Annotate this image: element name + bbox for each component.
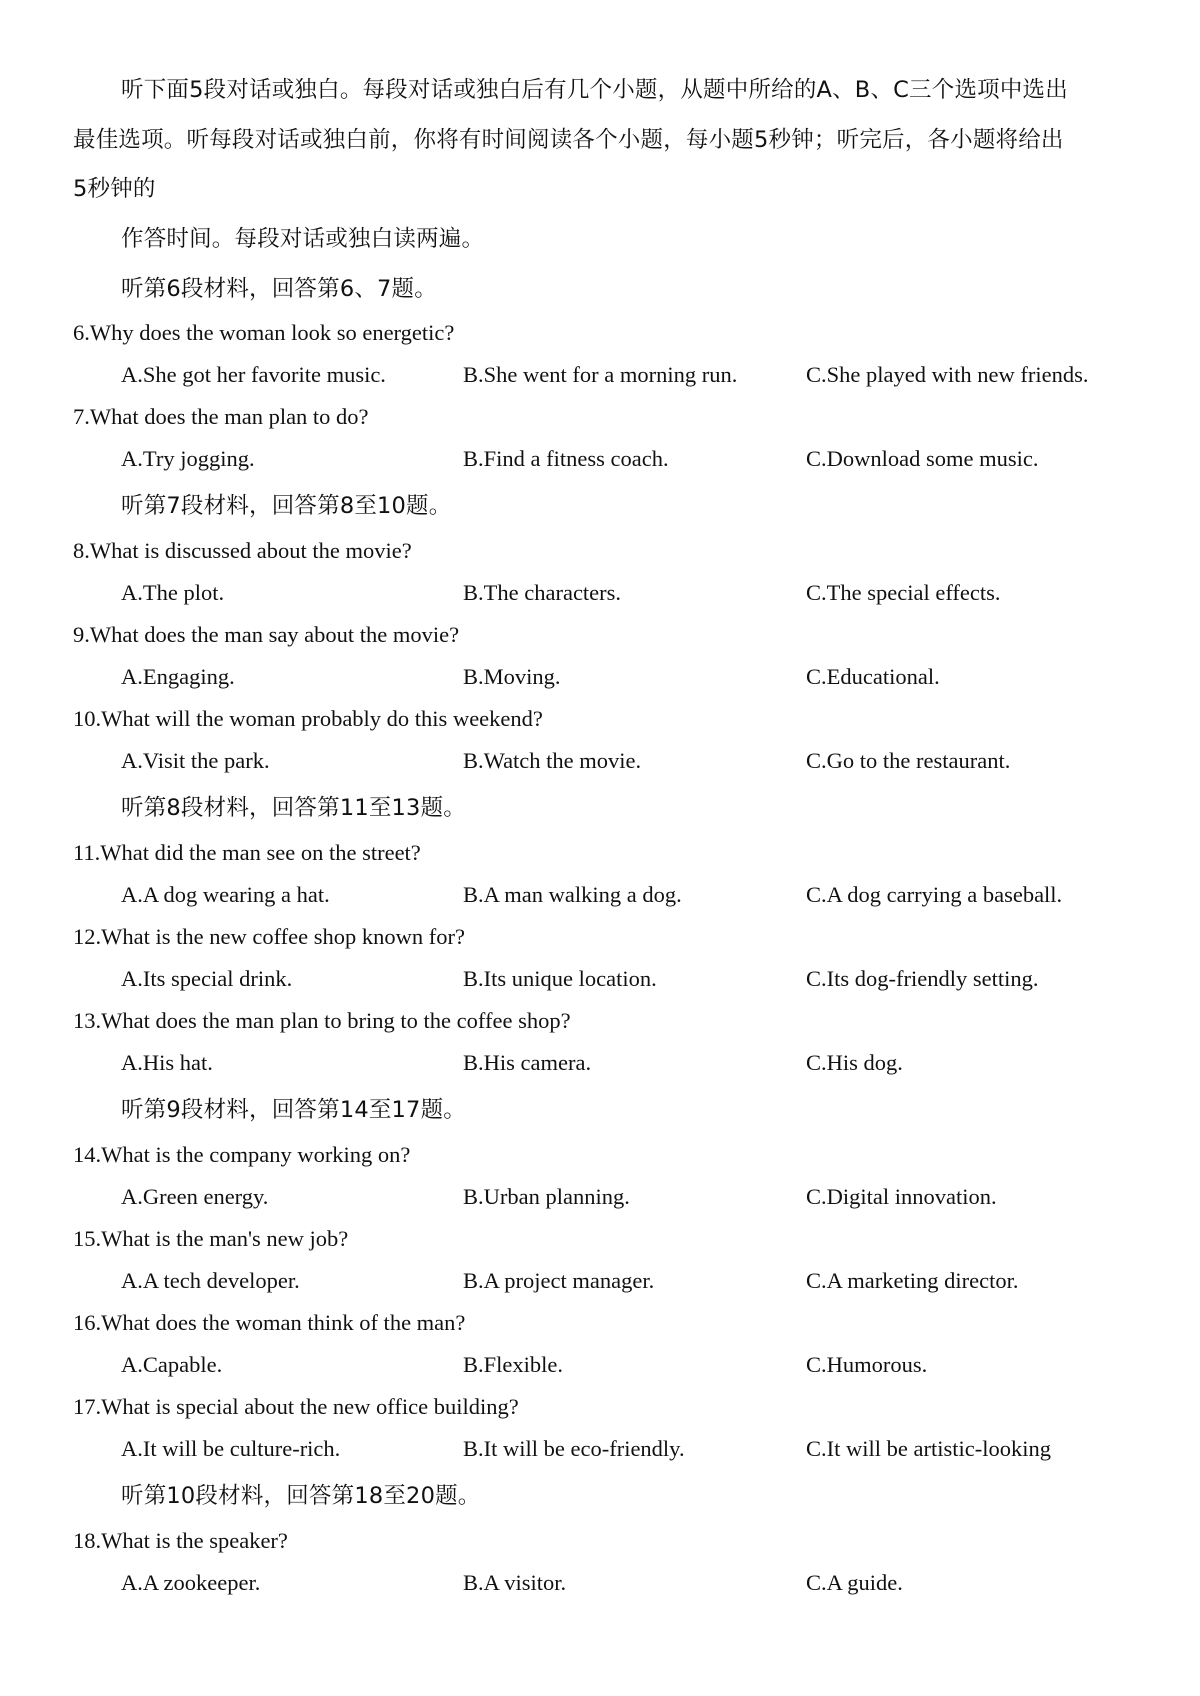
option-b: B.His camera. <box>463 1050 592 1075</box>
option-b: B.She went for a morning run. <box>463 362 738 387</box>
option-c: C.A dog carrying a baseball. <box>806 882 1063 907</box>
option-b: B.A project manager. <box>463 1268 655 1293</box>
option-a: A.Green energy. <box>121 1184 269 1209</box>
option-b: B.A visitor. <box>463 1570 567 1595</box>
option-a: A.It will be culture-rich. <box>121 1436 341 1461</box>
option-b: B.The characters. <box>463 580 622 605</box>
question-stem: 15.What is the man's new job? <box>73 1226 349 1251</box>
instructions-line-4: 作答时间。每段对话或独白读两遍。 <box>121 226 485 252</box>
question-stem: 7.What does the man plan to do? <box>73 404 369 429</box>
option-b: B.Watch the movie. <box>463 748 642 773</box>
option-a: A.Try jogging. <box>121 446 255 471</box>
option-a: A.A tech developer. <box>121 1268 300 1293</box>
section-heading: 听第7段材料，回答第8至10题。 <box>121 493 452 519</box>
option-a: A.His hat. <box>121 1050 213 1075</box>
question-stem: 10.What will the woman probably do this weekend? <box>73 706 543 731</box>
option-a: A.Capable. <box>121 1352 223 1377</box>
question-stem: 13.What does the man plan to bring to the coffee shop? <box>73 1008 571 1033</box>
question-stem: 9.What does the man say about the movie? <box>73 622 460 647</box>
option-c: C.Educational. <box>806 664 940 689</box>
question-stem: 17.What is special about the new office building? <box>73 1394 519 1419</box>
section-heading: 听第6段材料，回答第6、7题。 <box>121 276 437 302</box>
question-stem: 6.Why does the woman look so energetic? <box>73 320 455 345</box>
option-c: C.Humorous. <box>806 1352 928 1377</box>
option-b: B.A man walking a dog. <box>463 882 682 907</box>
option-c: C.She played with new friends. <box>806 362 1089 387</box>
section-heading: 听第9段材料，回答第14至17题。 <box>121 1097 466 1123</box>
option-c: C.Digital innovation. <box>806 1184 997 1209</box>
question-stem: 16.What does the woman think of the man? <box>73 1310 466 1335</box>
question-stem: 14.What is the company working on? <box>73 1142 411 1167</box>
option-c: C.The special effects. <box>806 580 1001 605</box>
option-b: B.Flexible. <box>463 1352 563 1377</box>
section-heading: 听第8段材料，回答第11至13题。 <box>121 795 466 821</box>
option-c: C.Download some music. <box>806 446 1039 471</box>
option-a: A.Its special drink. <box>121 966 293 991</box>
instructions-line-3: 5秒钟的 <box>73 176 156 202</box>
question-stem: 12.What is the new coffee shop known for? <box>73 924 465 949</box>
option-b: B.Moving. <box>463 664 561 689</box>
option-b: B.Find a fitness coach. <box>463 446 669 471</box>
option-a: A.A dog wearing a hat. <box>121 882 330 907</box>
option-c: C.Go to the restaurant. <box>806 748 1011 773</box>
option-b: B.Urban planning. <box>463 1184 630 1209</box>
option-c: C.A guide. <box>806 1570 903 1595</box>
instructions-line-2: 最佳选项。听每段对话或独白前，你将有时间阅读各个小题，每小题5秒钟；听完后，各小题将给出 <box>73 127 1064 153</box>
option-a: A.A zookeeper. <box>121 1570 261 1595</box>
option-c: C.It will be artistic-looking <box>806 1436 1051 1461</box>
section-heading: 听第10段材料，回答第18至20题。 <box>121 1483 481 1509</box>
option-c: C.Its dog-friendly setting. <box>806 966 1039 991</box>
question-stem: 18.What is the speaker? <box>73 1528 288 1553</box>
question-stem: 8.What is discussed about the movie? <box>73 538 412 563</box>
question-stem: 11.What did the man see on the street? <box>73 840 421 865</box>
option-a: A.She got her favorite music. <box>121 362 386 387</box>
option-a: A.The plot. <box>121 580 225 605</box>
option-a: A.Engaging. <box>121 664 235 689</box>
option-c: C.A marketing director. <box>806 1268 1019 1293</box>
option-b: B.Its unique location. <box>463 966 657 991</box>
option-b: B.It will be eco-friendly. <box>463 1436 685 1461</box>
option-c: C.His dog. <box>806 1050 903 1075</box>
option-a: A.Visit the park. <box>121 748 270 773</box>
instructions-line-1: 听下面5段对话或独白。每段对话或独白后有几个小题，从题中所给的A、B、C三个选项中选出 <box>121 77 1068 103</box>
